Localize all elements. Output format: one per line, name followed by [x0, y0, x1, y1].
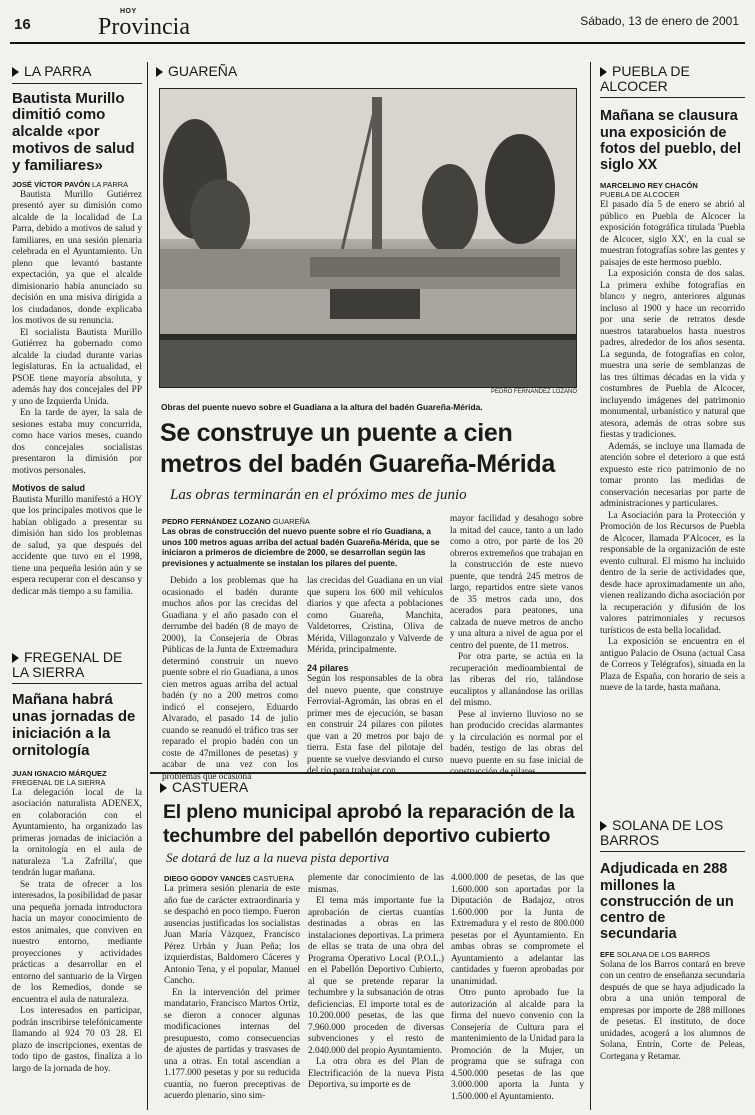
byline-place: PUEBLA DE ALCOCER: [600, 190, 680, 200]
deck-guarena: Las obras terminarán en el próximo mes de junio: [170, 487, 467, 503]
arrow-icon: [156, 67, 163, 77]
paragraph: Solana de los Barros contará en breve con un centro de enseñanza secundaria después de que se haya adjudicado la obra a una unión temporal de empresas por importe de 288 millones de pesetas. El instituto, de doce unidades, acogerá a los alumnos de Solana, Entrín, Corte de Peleas, Cortegana y Retamar.: [600, 959, 745, 1062]
arrow-icon: [160, 783, 167, 793]
paragraph: Debido a los problemas que ha ocasionado el badén durante muchos años por las crecidas del Guadiana y el año pasado con el derrumbe del badén (8 de mayo de 2000), la Consejería de Obras Públicas de la Junta de Extremadura determinó construir un nuevo puente sobre el río Guadiana, a unos cien metros aguas arriba del actual badén (y no a 200 metros como indicó el consejero, Eduardo Alvarado, el pasado 14 de julio cuando se reanudó el tráfico tras ser reparado el propio badén con un coste de 47millones de pesetas) y acabar de una vez con los problemas que ocasiona: [162, 576, 298, 782]
body-fregenal: [12, 788, 142, 1076]
byline-fregenal: [12, 769, 142, 787]
kicker-solana: [600, 818, 745, 847]
paragraph: 4.000.000 de pesetas, de las que 1.600.000 son aportadas por la Diputación de Badajoz, otros 1.600.000 por la Junta de Extremadura y el resto de 800.000 pesetas por el Ayuntamiento. En ambas obras se compromete el Ayuntamiento a adelantar las cantidades y fueron aprobadas por unanimidad.: [451, 873, 584, 987]
paragraph: Pese al invierno lluvioso no se han producido crecidas alarmantes y la circulación es normal por el badén, testigo de las obras del nuevo puente en su fase inicial de construcción de pilares.: [450, 709, 583, 777]
deck-castuera: Se dotará de luz a la nueva pista deportiva: [166, 850, 390, 865]
article-solana: [600, 818, 745, 1063]
paragraph: Los interesados en participar, podrán inscribirse telefónicamente llamando al 924 70 03 28. El plazo de inscripciones, exentas de todo tipo de gastos, finaliza a lo largo de la jornada de hoy.: [12, 1006, 142, 1074]
kicker-puebla: [600, 64, 745, 93]
kicker-text: GUAREÑA: [168, 63, 238, 79]
paragraph: Bautista Murillo manifestó a HOY que los principales motivos que le habían obligado a presentar su dimisión han sido los problemas de salud, ya que después del accidente que tuvo en el 1998, tiene una pequeña lesión aún y se espera recuperar con el descanso y dedicar más tiempo a su familia.: [12, 494, 142, 597]
body-la-parra: [12, 190, 142, 599]
arrow-icon: [12, 653, 19, 663]
kicker-text: PUEBLA DE ALCOCER: [600, 63, 690, 94]
subhead-guarena: 24 pilares: [307, 662, 349, 673]
column-rule-right: [590, 62, 591, 1110]
paragraph: Bautista Murillo Gutiérrez presentó ayer su dimisión como alcalde de la localidad de La Parra, debido a motivos de salud y familiares, en una sesión plenaria celebrada en el Ayuntamiento. Un pleno que levantó bastante expectación, ya que el alcalde dimisionario había anunciado su decisión en una misiva dirigida a los ciudadanos, donde explicaba los motivos de su renuncia.: [12, 189, 142, 327]
col3-guarena: [450, 514, 583, 779]
byline-place: SOLANA DE LOS BARROS: [616, 949, 711, 959]
lead-guarena: Las obras de construcción del nuevo puente sobre el río Guadiana, a unos 100 metros aguas arriba del actual badén Guareña-Mérida, que se iniciaron a primeros de diciembre de 2000, se desarrollan según las previsiones y actualmente se instalan los pilares del puente.: [162, 527, 440, 568]
subhead-la-parra: Motivos de salud: [12, 483, 86, 494]
article-castuera: [160, 780, 580, 795]
arrow-icon: [12, 67, 19, 77]
paragraph: La otra obra es del Plan de Electrificación de la nueva Pista Deportiva, su importe es de: [308, 1057, 444, 1090]
headline-castuera: El pleno municipal aprobó la reparación de la techumbre del pabellón deportivo cubierto: [163, 801, 575, 847]
headline-la-parra: Bautista Murillo dimitió como alcalde «por motivos de salud y familiares»: [12, 89, 135, 174]
byline-guarena: [162, 517, 442, 526]
headline-puebla: Mañana se clausura una exposición de fotos del pueblo, del siglo XX: [600, 108, 741, 174]
headline-fregenal: Mañana habrá unas jornadas de iniciación a la ornitología: [12, 691, 136, 759]
byline-author: JOSÉ VÍCTOR PAVÓN: [12, 179, 90, 189]
article-la-parra: [12, 64, 142, 598]
paragraph: La exposición consta de dos salas. La primera exhibe fotografías en blanco y negro, anteriores algunas incluso al 1900 y hace un recorrido por una serie de retratos desde nuestros tatarabuelos hasta nuestros padres, alrededor de los años sesenta. La segunda, de fotografías en color, muestra una serie de semblanzas de las tres últimas décadas en la vida y costumbres de Puebla de Alcocer, incluyendo imágenes del patrimonio monumental, urbanístico y natural que atesora, además de otras sobre sus fiestas y tradiciones.: [600, 269, 745, 441]
kicker-text: LA PARRA: [24, 63, 92, 79]
byline-castuera: [164, 874, 314, 883]
paragraph: mayor facilidad y desahogo sobre la mitad del cauce, tanto a un lado como a otro, por parte de los 20 obreros extremeños que trabajan en la construcción de este nuevo puente, que tendrá 245 metros de largo, repartidos entre siete vanos de 35 metros cada uno, dos acerados para peatones, una calzada de nueve metros de ancho y una altura a nivel de agua por el centro del puente, de 11 metros.: [450, 514, 583, 651]
byline-author: DIEGO GODOY VANCES: [164, 874, 251, 883]
col2-guarena: [307, 576, 443, 778]
kicker-text: SOLANA DE LOS BARROS: [600, 817, 724, 848]
paragraph: Según los responsables de la obra del nuevo puente, que construye Ferrovial-Agromán, las obras en el primer mes de ejecución, se basan en construir 24 pilares con pilotes que van a 20 metros por bajo de tierra. Esta fase del pilotaje del puente se vuelve desviando el curso del río para trabajar con: [307, 674, 443, 776]
body-solana: [600, 960, 745, 1064]
paragraph: En la intervención del primer mandatario, Francisco Martos Ortiz, se dieron a conocer algunas modificaciones internas del presupuesto, como consecuencias de ajustes de partidas y trasvases de una a otras. En total ascendían a 1.177.000 pesetas y por su reducida cuantía, no fueron preceptivas de acuerdo plenario, sino sim-: [164, 987, 300, 1101]
col3-castuera: [451, 873, 584, 1103]
kicker-fregenal: [12, 650, 142, 679]
kicker-text: FREGENAL DE LA SIERRA: [12, 649, 123, 680]
paragraph: El pasado día 5 de enero se abrió al público en Puebla de Alcocer la exposición fotográfica titulada 'Puebla de Alcocer, siglo XX', en la cual se muestran fotografías sobre las gentes y paisajes de este hermoso pueblo.: [600, 200, 745, 268]
masthead-rule: [10, 42, 745, 44]
arrow-icon: [600, 67, 607, 77]
photo-caption: Obras del puente nuevo sobre el Guadiana a la altura del badén Guareña-Mérida.: [161, 402, 483, 412]
byline-author: JUAN IGNACIO MÁRQUEZ: [12, 768, 107, 778]
byline-solana: [600, 950, 745, 959]
photo-illustration: [160, 89, 577, 388]
paragraph: Se trata de ofrecer a los interesados, la posibilidad de pasar una pequeña jornada introductora hacia un mayor conocimiento de estos animales, que conviven en nuestro entorno, mediante proyecciones y actividades prácticas a desarrollar en el entorno del santuario de la Virgen de los Remedios, donde se encuentra el aula de naturaleza.: [12, 879, 142, 1005]
paragraph: La Asociación para la Protección y Promoción de los Recursos de Puebla de Alcocer, llamada P'Alcocer, es la responsable de la organización de este evento cultural. El mismo ha incluido dentro de la serie de actividades que, desde hace aproximadamente un año, vienen realizando dicha asociación por la recuperación y difusión de los valores patrimoniales y recursos turísticos de esta bella localidad.: [600, 510, 745, 636]
article-fregenal: [12, 650, 142, 1075]
bridge-construction-photo: [159, 88, 577, 388]
col1-castuera: [164, 884, 300, 1103]
col2-castuera: [308, 873, 444, 1092]
paragraph: La delegación local de la asociación naturalista ADENEX, en colaboración con el Ayuntamiento, ha organizado las primeras jornadas de iniciación a la ornitología en el aula de naturaleza 'La Zafrilla', que tendrán lugar mañana.: [12, 787, 142, 879]
paragraph: El tema más importante fue la aprobación de ciertas cuantías destinadas a obras en las instalaciones deportivas. La primera de ellas se trata de una obra del Programa Operativo Local (P.O.L.) en el Pabellón Deportivo Cubierto, al que se pretende reparar la techumbre y la subsanación de otras deficiencias. El importe total es de 10.200.000 pesetas, de las que 7.960.000 proceden de diversas subvenciones y el resto de 2.040.000 del propio Ayuntamiento.: [308, 896, 444, 1056]
article-guarena: [156, 64, 584, 79]
headline-solana: Adjudicada en 288 millones la construcción de un centro de secundaria: [600, 861, 734, 943]
section-title: Provincia: [98, 14, 190, 40]
paragraph: Además, se incluye una llamada de atención sobre el deterioro a que está expuesto este rico patrimonio de no tomar pronto las medidas de conservación necesarias por parte de administraciones y particulares.: [600, 441, 745, 510]
kicker-la-parra: [12, 64, 142, 79]
byline-place: CASTUERA: [252, 874, 294, 883]
byline-author: MARCELINO REY CHACÓN: [600, 181, 698, 191]
paragraph: El socialista Bautista Murillo Gutiérrez ha gobernado como alcalde la ciudad durante varias legislaturas. En la actualidad, el PSOE tiene mayoría absoluta, y además hay dos concejales del PP y uno de Izquierda Unida.: [12, 327, 142, 407]
kicker-castuera: [160, 780, 580, 795]
issue-date: Sábado, 13 de enero de 2001: [580, 14, 739, 28]
article-puebla: [600, 64, 745, 695]
kicker-guarena: [156, 64, 584, 79]
page-number: 16: [14, 16, 31, 33]
body-puebla: [600, 200, 745, 695]
paragraph: En la tarde de ayer, la sala de sesiones estaba muy concurrida, como hace varios meses, cuando dos concejales socialistas presentaron la dimisión por motivos personales.: [12, 408, 142, 476]
byline-author: EFE: [600, 949, 615, 959]
paragraph: Otro punto aprobado fue la autorización al alcalde para la firma del nuevo convenio con la Consejería de Cultura para el mantenimiento de la Unidad para la Promoción de la Mujer, un programa que se sufraga con 4.500.000 pesetas de las que 3.000.000 aporta la Junta y 1.500.000 el Ayuntamiento.: [451, 988, 584, 1102]
paragraph: La primera sesión plenaria de este año fue de carácter extraordinaria y se despachó en poco tiempo. Fueron ausencias justificadas los socialistas Juan María Vázquez, Francisco Pérez Urbán y Juan Peña; los izquierdistas, Baldomero Cáceres y Antonio Tena, y el popular, Manuel Cancho.: [164, 884, 300, 986]
photo-credit: PEDRO FERNÁNDEZ LOZANO: [490, 389, 577, 395]
paragraph: Por otra parte, se actúa en la recuperación medioambiental de las riberas del río, talándose eucaliptos y allanándose las orillas del mismo.: [450, 652, 583, 708]
byline-place: LA PARRA: [92, 179, 129, 189]
byline-place: GUAREÑA: [272, 517, 310, 526]
headline-guarena: Se construye un puente a cien metros del badén Guareña-Mérida: [160, 419, 555, 478]
col1-guarena: [162, 576, 298, 783]
column-rule-left: [147, 62, 148, 1110]
arrow-icon: [600, 821, 607, 831]
castuera-rule: [150, 772, 586, 774]
byline-author: PEDRO FERNÁNDEZ LOZANO: [162, 517, 271, 526]
byline-puebla: [600, 181, 745, 199]
byline-la-parra: [12, 180, 142, 189]
paragraph: plemente dar conocimiento de las mismas.: [308, 873, 444, 895]
paragraph: las crecidas del Guadiana en un vial que supera los 600 mil vehículos diarios y que afecta a poblaciones como Guareña, Manchita, Valdetorres, Cristina, Oliva de Mérida, Villagonzalo y Valverde de Mérida, principalmente.: [307, 576, 443, 655]
byline-place: FREGENAL DE LA SIERRA: [12, 777, 106, 787]
paper-name: HOY: [120, 8, 137, 15]
paragraph: La exposición se encuentra en el antiguo Palacio de Osuna (actual Casa de Correos y Telégrafos), situada en la Plaza de España, con horario de seis a nueve de la tarde, hasta mañana.: [600, 637, 745, 694]
kicker-text: CASTUERA: [172, 779, 249, 795]
